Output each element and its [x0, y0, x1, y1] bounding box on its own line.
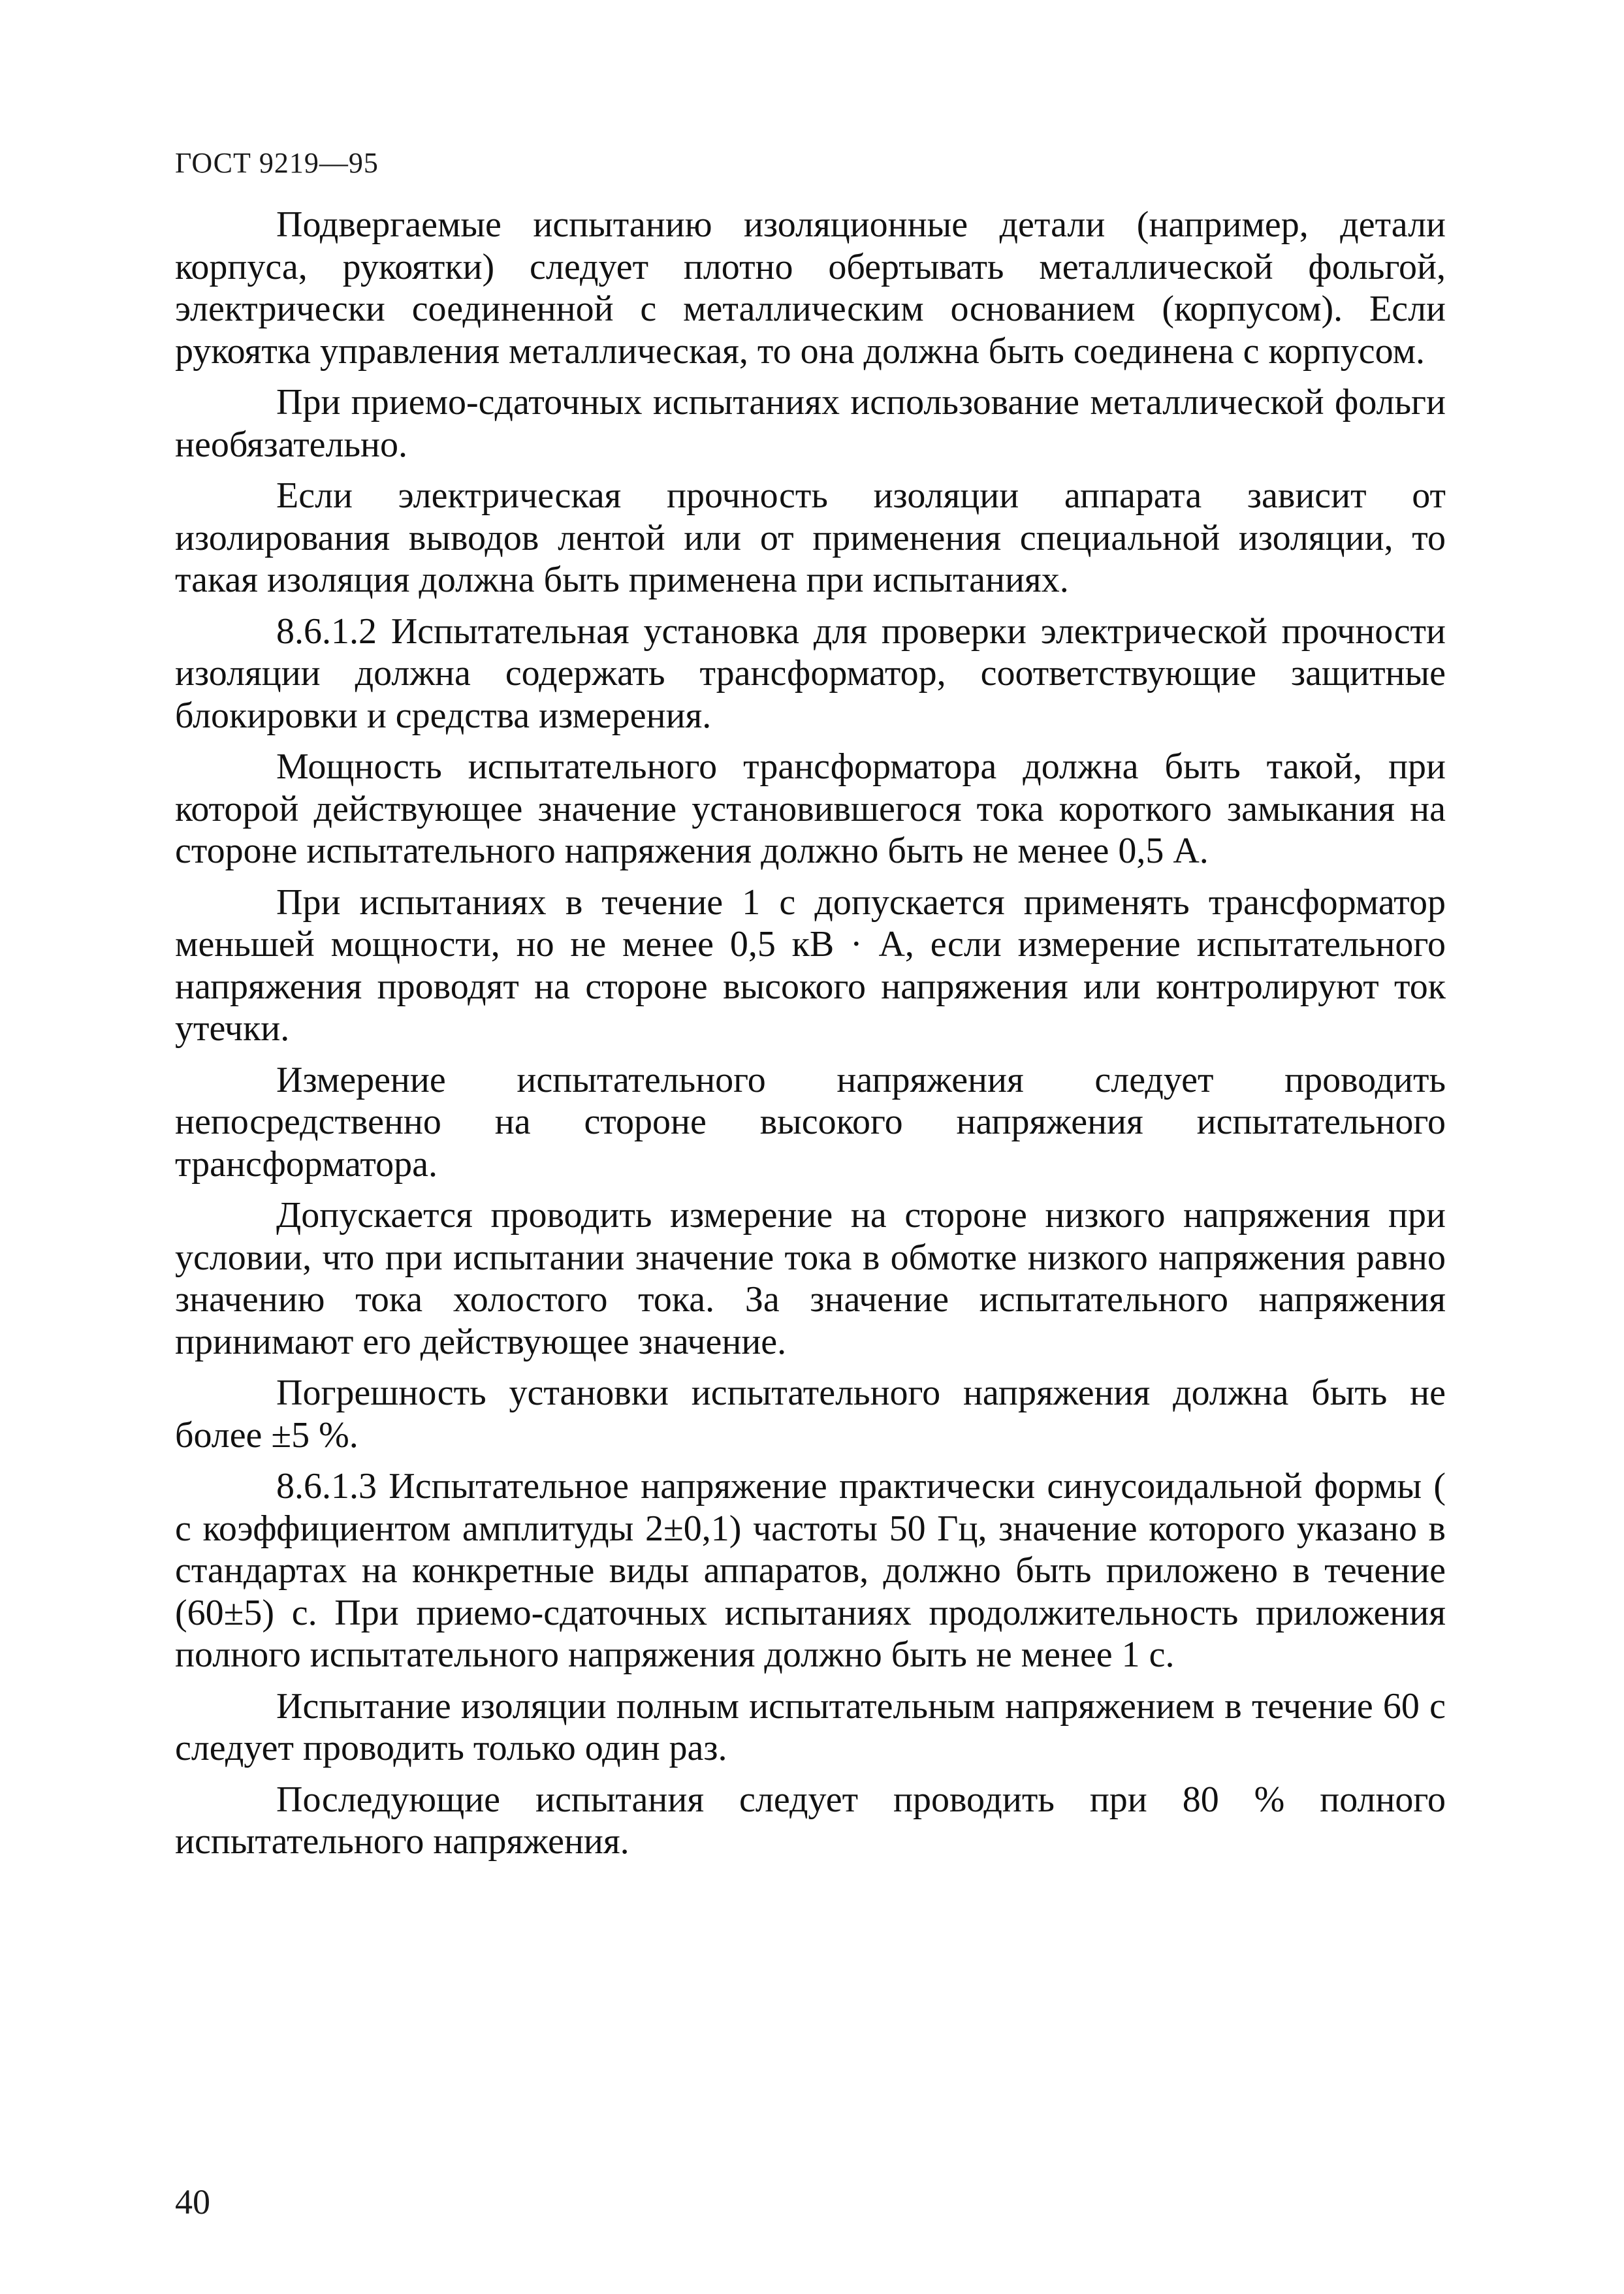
paragraph-foil-wrapping: Подвергаемые испытанию изоляционные детали (например, детали корпуса, рукоятки) следует плотно обертывать металлической фольгой, электрически соединенной с металлическим основанием (корпусом). Если рукоятка управления металлическая, то она должна быть соединена с корпусом. — [175, 204, 1446, 372]
paragraph-single-test: Испытание изоляции полным испытательным напряжением в течение 60 с следует проводить только один раз. — [175, 1685, 1446, 1768]
paragraph-transformer-power: Мощность испытательного трансформатора должна быть такой, при которой действующее значение установившегося тока короткого замыкания на стороне испытательного напряжения должно быть не менее 0,5 А. — [175, 746, 1446, 871]
paragraph-low-side-measurement: Допускается проводить измерение на стороне низкого напряжения при условии, что при испытании значение тока в обмотке низкого напряжения равно значению тока холостого тока. За значение испытательного напряжения принимают его действующее значение. — [175, 1195, 1446, 1362]
paragraph-low-power-transformer: При испытаниях в течение 1 с допускается применять трансформатор меньшей мощности, но не менее 0,5 кВ · А, если измерение испытательного напряжения проводят на стороне высокого напряжения или контролируют ток утечки. — [175, 882, 1446, 1049]
paragraph-8-6-1-2: 8.6.1.2 Испытательная установка для проверки электрической прочности изоляции должна содержать трансформатор, соответствующие защитные блокировки и средства измерения. — [175, 611, 1446, 736]
document-code-header: ГОСТ 9219—95 — [175, 147, 379, 179]
paragraph-voltage-measurement: Измерение испытательного напряжения следует проводить непосредственно на стороне высокого напряжения испытательного трансформатора. — [175, 1059, 1446, 1185]
paragraph-voltage-error: Погрешность установки испытательного напряжения должна быть не более ±5 %. — [175, 1373, 1446, 1456]
paragraph-lead-insulation: Если электрическая прочность изоляции аппарата зависит от изолирования выводов лентой или от применения специальной изоляции, то такая изоляция должна быть применена при испытаниях. — [175, 475, 1446, 600]
paragraph-subsequent-tests: Последующие испытания следует проводить при 80 % полного испытательного напряжения. — [175, 1779, 1446, 1862]
body-text — [175, 204, 1446, 1872]
page-number: 40 — [175, 2182, 210, 2222]
paragraph-acceptance-foil: При приемо-сдаточных испытаниях использование металлической фольги необязательно. — [175, 382, 1446, 465]
paragraph-8-6-1-3: 8.6.1.3 Испытательное напряжение практически синусоидальной формы ( с коэффициентом амплитуды 2±0,1) частоты 50 Гц, значение которого указано в стандартах на конкретные виды аппаратов, должно быть приложено в течение (60±5) с. При приемо-сдаточных испытаниях продолжительность приложения полного испытательного напряжения должно быть не менее 1 с. — [175, 1466, 1446, 1675]
